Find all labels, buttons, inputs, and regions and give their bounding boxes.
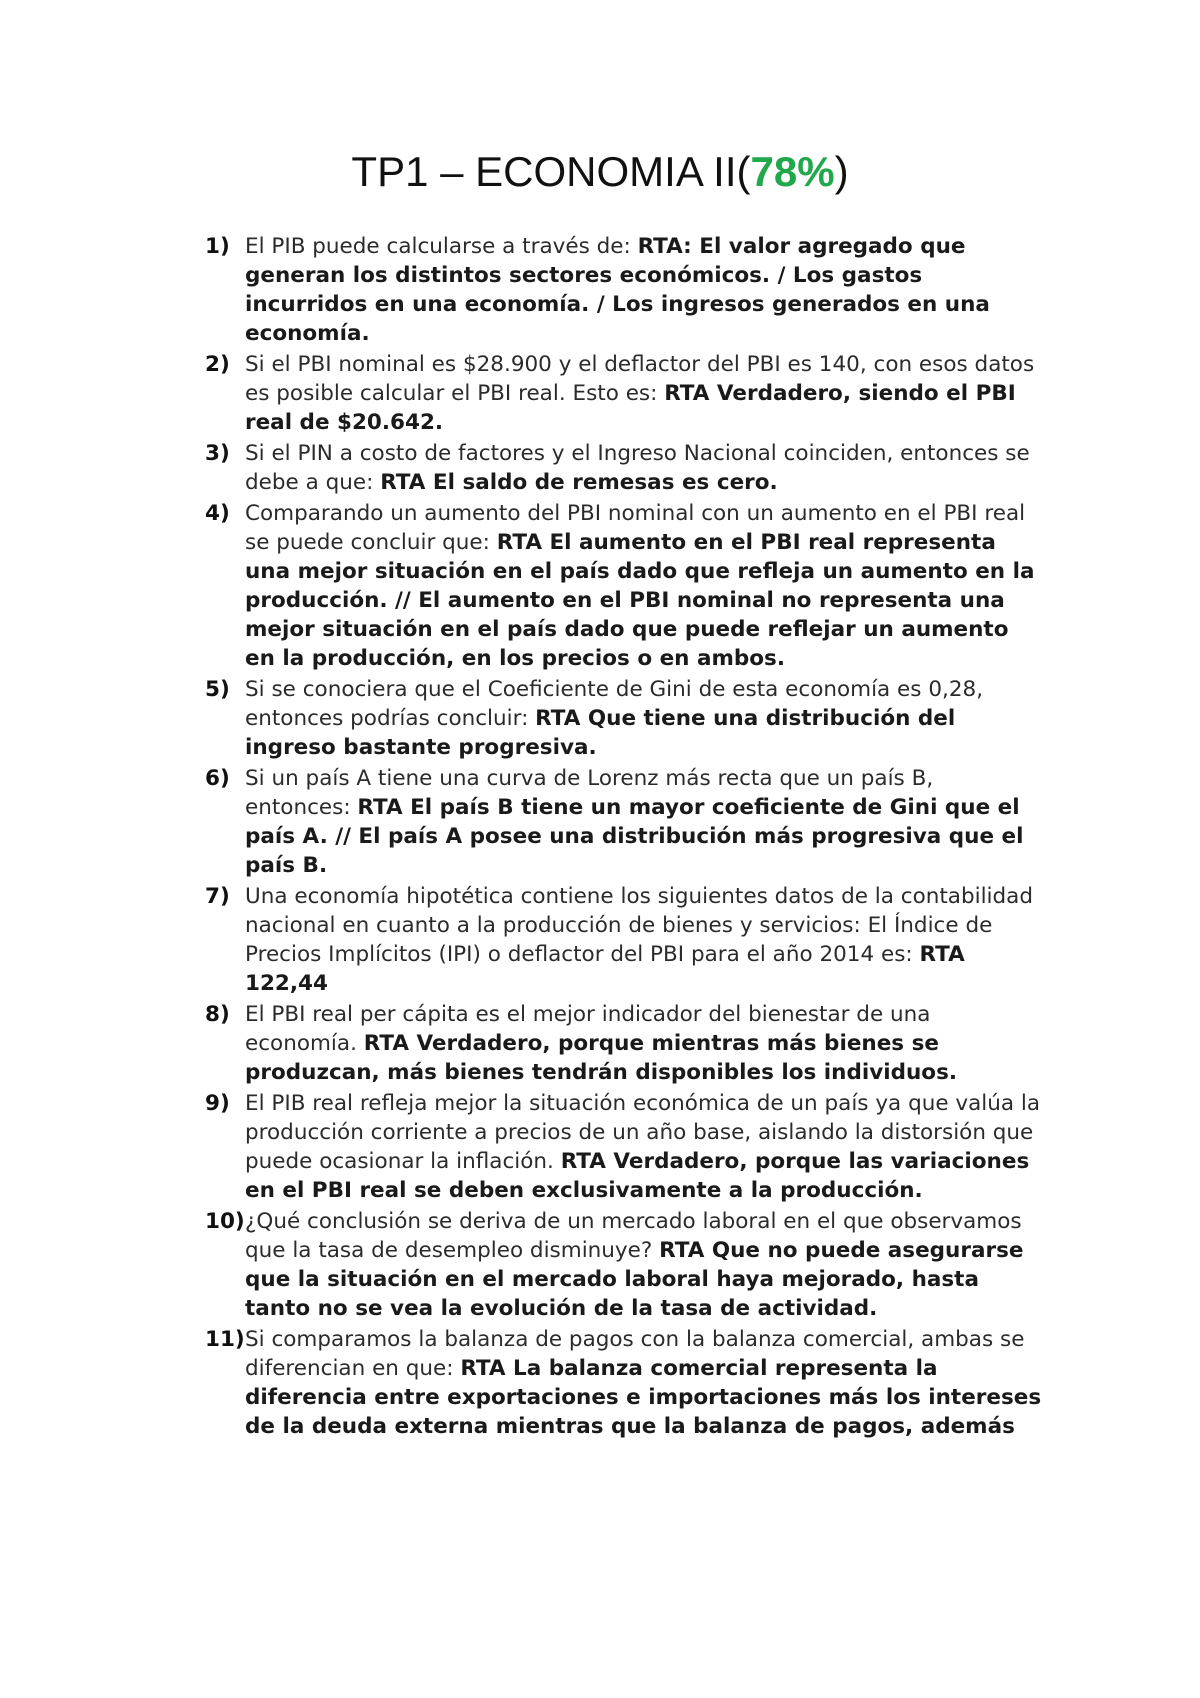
answer-text: RTA Que tiene una distribución del ingreso bastante progresiva. — [245, 706, 956, 760]
question-text: Si el PIN a costo de factores y el Ingreso Nacional coinciden, entonces se debe a que: — [245, 441, 1030, 495]
question-item-10 — [205, 1207, 1045, 1323]
answer-text: RTA Verdadero, porque las variaciones en el PBI real se deben exclusivamente a la producción. — [245, 1149, 1030, 1203]
answer-text: RTA Verdadero, porque mientras más bienes se produzcan, más bienes tendrán disponibles los individuos. — [245, 1031, 958, 1085]
question-number: 1) — [205, 234, 230, 259]
question-item-9 — [205, 1089, 1045, 1205]
question-number: 7) — [205, 884, 230, 909]
question-item-7 — [205, 882, 1045, 998]
answer-text: RTA 122,44 — [245, 942, 965, 996]
question-number: 5) — [205, 677, 230, 702]
question-number: 10) — [205, 1209, 245, 1234]
answer-text: RTA El país B tiene un mayor coeficiente de Gini que el país A. // El país A posee una distribución más progresiva que el país B. — [245, 795, 1024, 878]
title-close: ) — [834, 148, 849, 195]
question-item-5 — [205, 675, 1045, 762]
question-number: 11) — [205, 1327, 245, 1352]
answer-text: RTA La balanza comercial representa la diferencia entre exportaciones e importaciones más los intereses de la deuda externa mientras que la balanza de pagos, además — [245, 1356, 1042, 1439]
answer-text: RTA El saldo de remesas es cero. — [380, 470, 778, 495]
page-title — [0, 148, 1200, 196]
question-text: El PBI real per cápita es el mejor indicador del bienestar de una economía. — [245, 1002, 931, 1056]
question-text: Si un país A tiene una curva de Lorenz más recta que un país B, entonces: — [245, 766, 934, 820]
question-text: Si se conociera que el Coeficiente de Gini de esta economía es 0,28, entonces podrías concluir: — [245, 677, 984, 731]
question-item-3 — [205, 439, 1045, 497]
question-text: El PIB real refleja mejor la situación económica de un país ya que valúa la producción corriente a precios de un año base, aislando la distorsión que puede ocasionar la inflación. — [245, 1091, 1041, 1174]
question-text: El PIB puede calcularse a través de: — [245, 234, 638, 259]
question-number: 2) — [205, 352, 230, 377]
question-item-11 — [205, 1325, 1045, 1441]
question-item-6 — [205, 764, 1045, 880]
question-text: ¿Qué conclusión se deriva de un mercado laboral en el que observamos que la tasa de desempleo disminuye? — [245, 1209, 1022, 1263]
question-item-1 — [205, 232, 1045, 348]
question-item-4 — [205, 499, 1045, 673]
question-item-2 — [205, 350, 1045, 437]
answer-text: RTA: El valor agregado que generan los distintos sectores económicos. / Los gastos incurridos en una economía. / Los ingresos generados en una economía. — [245, 234, 990, 346]
answer-text: RTA El aumento en el PBI real representa una mejor situación en el país dado que refleja un aumento en la producción. // El aumento en el PBI nominal no representa una mejor situación en el país dado que puede reflejar un aumento en la producción, en los precios o en ambos. — [245, 530, 1035, 671]
answer-text: RTA Que no puede asegurarse que la situación en el mercado laboral haya mejorado, hasta tanto no se vea la evolución de la tasa de actividad. — [245, 1238, 1024, 1321]
title-main: TP1 – ECONOMIA II( — [351, 148, 751, 195]
title-percentage: 78% — [750, 148, 835, 195]
answer-text: RTA Verdadero, siendo el PBI real de $20.642. — [245, 381, 1016, 435]
question-number: 4) — [205, 501, 230, 526]
question-text: Una economía hipotética contiene los siguientes datos de la contabilidad nacional en cuanto a la producción de bienes y servicios: El Índice de Precios Implícitos (IPI) o deflactor del PBI para el año 2014 es: — [245, 884, 1034, 967]
question-number: 8) — [205, 1002, 230, 1027]
question-list — [205, 232, 1045, 1443]
question-item-8 — [205, 1000, 1045, 1087]
question-number: 9) — [205, 1091, 230, 1116]
question-number: 3) — [205, 441, 230, 466]
question-text: Si el PBI nominal es $28.900 y el deflactor del PBI es 140, con esos datos es posible calcular el PBI real. Esto es: — [245, 352, 1035, 406]
question-text: Comparando un aumento del PBI nominal con un aumento en el PBI real se puede concluir que: — [245, 501, 1026, 555]
question-number: 6) — [205, 766, 230, 791]
question-text: Si comparamos la balanza de pagos con la balanza comercial, ambas se diferencian en que: — [245, 1327, 1025, 1381]
